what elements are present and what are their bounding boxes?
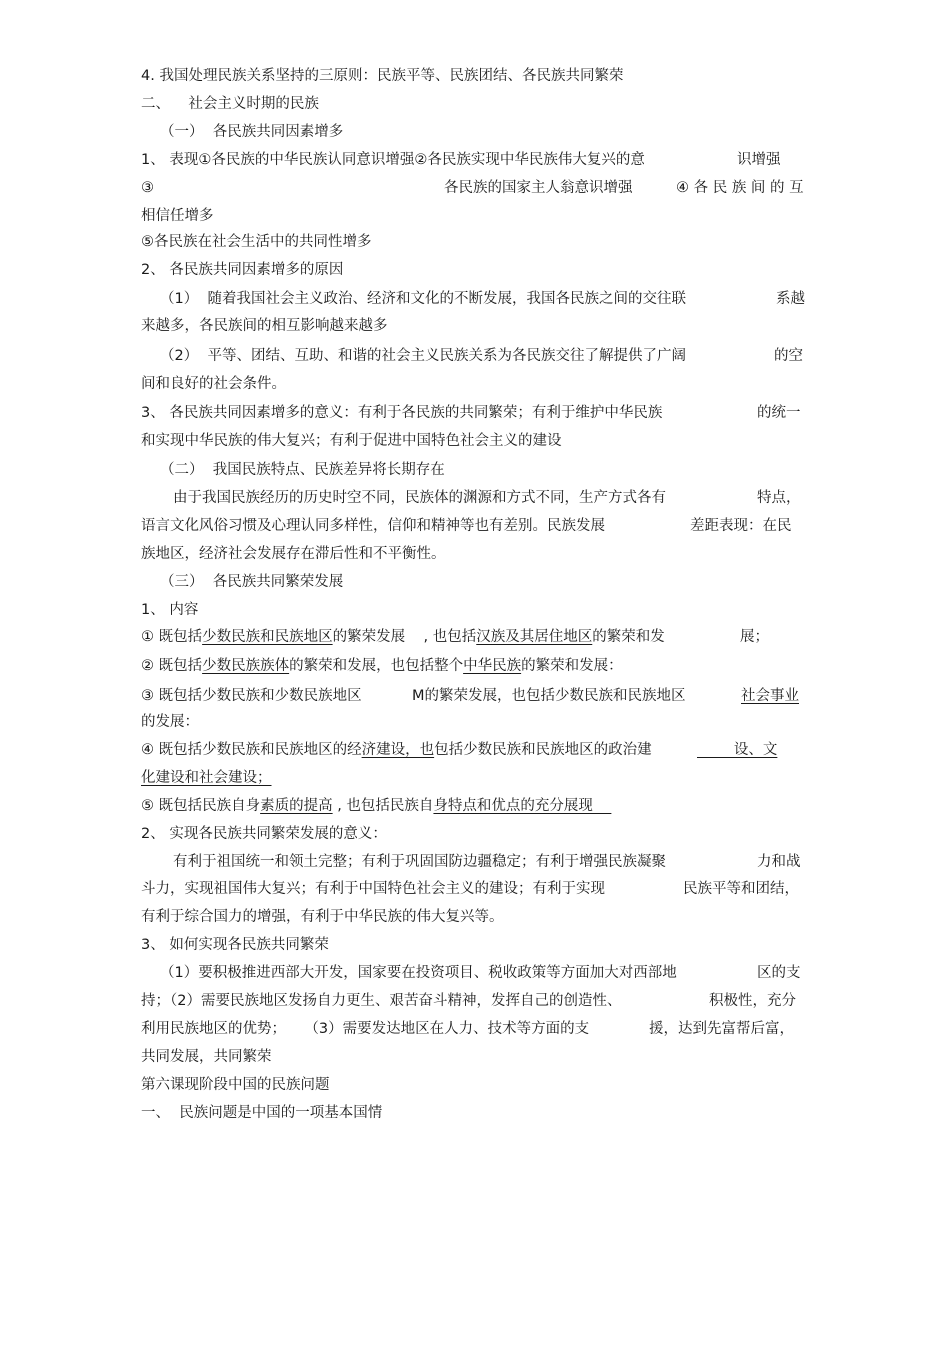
text-line: 化建设和社会建设； — [141, 770, 272, 786]
text-line: 2、 各民族共同因素增多的原因 — [141, 262, 344, 278]
text-line: 相信任增多 — [141, 208, 214, 224]
text-line-tail: 特点， — [757, 490, 801, 506]
text-line-tail: 社会事业 — [741, 688, 799, 704]
text-line-tail: 识增强 — [737, 152, 781, 168]
principle-line: 4. 我国处理民族关系坚持的三原则：民族平等、民族团结、各民族共同繁荣 — [141, 68, 624, 84]
text-line-tail: 展； — [740, 629, 769, 645]
text-line: 的发展： — [141, 714, 199, 730]
text-line: 利用民族地区的优势； （3）需要发达地区在人力、技术等方面的支 — [141, 1021, 590, 1037]
text-line-tail: 力和战 — [757, 854, 801, 870]
text-line-tail: 差距表现：在民 — [690, 518, 792, 534]
text-line: 语言文化风俗习惯及心理认同多样性，信仰和精神等也有差别。民族发展 — [141, 518, 605, 534]
subheading-3: （三） 各民族共同繁荣发展 — [160, 574, 344, 590]
text-line-tail: 系越 — [776, 291, 805, 307]
text-line: 由于我国民族经历的历史时空不同，民族体的渊源和方式不同，生产方式各有 — [173, 490, 666, 506]
text-line-tail: 的统一 — [757, 405, 801, 421]
text-line: ③ — [141, 180, 154, 196]
subheading-1: （一） 各民族共同因素增多 — [160, 124, 344, 140]
text-line-tail: 的空 — [774, 348, 803, 364]
text-line: 共同发展，共同繁荣 — [141, 1049, 272, 1065]
section-heading-1: 一、 民族问题是中国的一项基本国情 — [141, 1105, 383, 1121]
lesson-title: 第六课现阶段中国的民族问题 — [141, 1077, 330, 1093]
text-line-tail: ④ 各 民 族 间 的 互 — [676, 180, 804, 196]
content-item-4: ④ 既包括少数民族和民族地区的经济建设，也包括少数民族和民族地区的政治建 — [141, 742, 652, 758]
text-line: 来越多，各民族间的相互影响越来越多 — [141, 318, 388, 334]
text-line-tail: 援，达到先富帮后富， — [649, 1021, 794, 1037]
text-line: （2） 平等、团结、互助、和谐的社会主义民族关系为各民族交往了解提供了广阔 — [160, 348, 686, 364]
text-line: 族地区，经济社会发展存在滞后性和不平衡性。 — [141, 546, 446, 562]
text-line: 有利于综合国力的增强，有利于中华民族的伟大复兴等。 — [141, 909, 504, 925]
text-line: 1、 内容 — [141, 602, 199, 618]
content-item-2: ② 既包括少数民族族体的繁荣和发展，也包括整个中华民族的繁荣和发展： — [141, 658, 623, 674]
text-line: 持；（2）需要民族地区发扬自力更生、艰苦奋斗精神，发挥自己的创造性、 — [141, 993, 622, 1009]
text-line-tail: 积极性，充分 — [709, 993, 796, 1009]
text-line: （1）要积极推进西部大开发，国家要在投资项目、税收政策等方面加大对西部地 — [160, 965, 677, 981]
section-heading-2: 二、 社会主义时期的民族 — [141, 96, 319, 112]
content-item-3: ③ 既包括少数民族和少数民族地区 — [141, 688, 362, 704]
text-line: 间和良好的社会条件。 — [141, 376, 286, 392]
text-line: 和实现中华民族的伟大复兴；有利于促进中国特色社会主义的建设 — [141, 433, 562, 449]
text-line: 3、 如何实现各民族共同繁荣 — [141, 937, 329, 953]
text-line-tail: 区的支 — [757, 965, 801, 981]
content-item-1: ① 既包括少数民族和民族地区的繁荣发展 , 也包括汉族及其居住地区的繁荣和发 — [141, 629, 665, 645]
text-line: 1、 表现①各民族的中华民族认同意识增强②各民族实现中华民族伟大复兴的意 — [141, 152, 645, 168]
text-line: ⑤各民族在社会生活中的共同性增多 — [141, 234, 372, 250]
text-line: 斗力，实现祖国伟大复兴；有利于中国特色社会主义的建设；有利于实现 — [141, 881, 605, 897]
text-line: （1） 随着我国社会主义政治、经济和文化的不断发展，我国各民族之间的交往联 — [160, 291, 686, 307]
text-line: 有利于祖国统一和领土完整；有利于巩固国防边疆稳定；有利于增强民族凝聚 — [173, 854, 666, 870]
subheading-2: （二） 我国民族特点、民族差异将长期存在 — [160, 462, 445, 478]
text-line-mid: M的繁荣发展，也包括少数民族和民族地区 — [412, 688, 686, 704]
text-line-tail: 设、文 — [697, 742, 778, 758]
text-line-mid: 各民族的国家主人翁意识增强 — [444, 180, 633, 196]
text-line: 3、 各民族共同因素增多的意义：有利于各民族的共同繁荣；有利于维护中华民族 — [141, 405, 663, 421]
content-item-5: ⑤ 既包括民族自身素质的提高 , 也包括民族自身特点和优点的充分展现 — [141, 798, 612, 814]
text-line: 2、 实现各民族共同繁荣发展的意义： — [141, 826, 387, 842]
text-line-tail: 民族平等和团结， — [683, 881, 799, 897]
